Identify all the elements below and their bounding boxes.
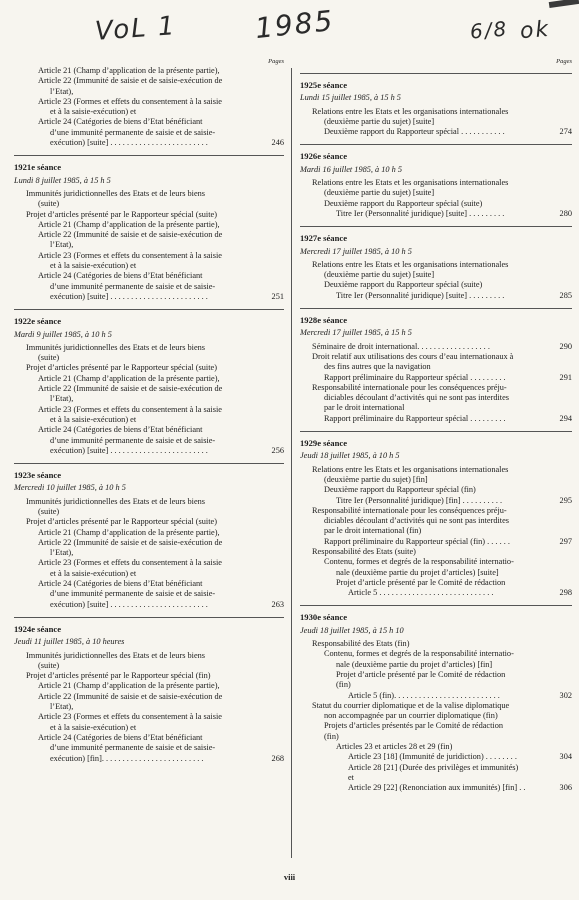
toc-line: [300, 352, 572, 362]
entry-text: Article 22 (Immunité de saisie et de saisie-exécution de: [38, 230, 223, 240]
toc-line: [14, 76, 284, 86]
entry-text: Deuxième rapport du Rapporteur spécial (suite): [324, 198, 483, 208]
entry-text: (suite): [38, 353, 60, 363]
entry-text: Immunités juridictionnelles des Etats et de leurs biens: [26, 188, 206, 198]
entry-text: Projet d’articles présenté par le Rapporteur spécial (suite): [26, 363, 217, 373]
toc-line: [300, 701, 572, 711]
toc-line: [300, 691, 572, 701]
entry-text: Article 22 (Immunité de saisie et de saisie-exécution de: [38, 691, 223, 701]
toc-line: [14, 415, 284, 425]
entry-text: Relations entre les Etats et les organisations internationales: [312, 259, 509, 269]
entry-text: (suite): [38, 199, 60, 209]
entry-text: nale (deuxième partie du projet d’articles) [fin]: [336, 659, 493, 669]
toc-line: [14, 374, 284, 384]
entry-text: Article 23 (Formes et effets du consentement à la saisie: [38, 96, 222, 106]
entry-text: Jeudi 11 juillet 1985, à 10 heures: [14, 637, 125, 647]
entry-text: Article 23 (Formes et effets du consentement à la saisie: [38, 558, 222, 568]
toc-line: [300, 414, 572, 424]
toc-line: [14, 579, 284, 589]
toc-line: [300, 649, 572, 659]
toc-line: [14, 261, 284, 271]
entry-text: Titre Ier (Personnalité juridique) [suite] . . . . . . . . .: [336, 290, 505, 300]
toc-line: [14, 282, 284, 292]
column-divider: [291, 68, 292, 858]
entry-text: et à la saisie-exécution) et: [50, 261, 137, 271]
session-date: [300, 451, 572, 461]
toc-line: [300, 639, 572, 649]
entry-text: Mercredi 10 juillet 1985, à 10 h 5: [14, 483, 126, 493]
toc-line: [14, 292, 284, 302]
toc-line: [14, 507, 284, 517]
entry-text: Article 24 (Catégories de biens d’Etat bénéficiant: [38, 579, 203, 589]
toc-line: [14, 394, 284, 404]
entry-text: exécution) [suite] . . . . . . . . . . . . . . . . . . . . . . . .: [50, 445, 208, 455]
entry-text: (suite): [38, 660, 60, 670]
toc-line: [14, 528, 284, 538]
entry-text: Article 21 (Champ d’application de la présente partie),: [38, 681, 220, 691]
page-ref: 297: [557, 537, 572, 547]
entry-text: Article 24 (Catégories de biens d’Etat bénéficiant: [38, 425, 203, 435]
entry-text: Mercredi 17 juillet 1985, à 15 h 5: [300, 328, 412, 338]
section-rule: [14, 309, 284, 310]
toc-line: [300, 516, 572, 526]
pages-heading-right: Pages: [556, 58, 572, 65]
entry-text: non accompagnée par un courrier diplomatique (fin): [324, 711, 498, 721]
entry-text: Article 23 (Formes et effets du consentement à la saisie: [38, 712, 222, 722]
entry-text: Projet d’articles présenté par le Rapporteur spécial (suite): [26, 209, 217, 219]
page-ref: 268: [269, 754, 284, 764]
entry-text: Mardi 16 juillet 1985, à 10 h 5: [300, 164, 403, 174]
entry-text: l’Etat),: [50, 548, 74, 558]
entry-text: diciables découlant d’activités qui ne sont pas interdites: [324, 516, 510, 526]
toc-line: [300, 291, 572, 301]
entry-text: l’Etat),: [50, 240, 74, 250]
entry-text: Responsabilité internationale pour les conséquences préju-: [312, 382, 507, 392]
page-ref: 298: [557, 588, 572, 598]
toc-line: [300, 588, 572, 598]
toc-line: [14, 87, 284, 97]
entry-text: diciables découlant d’activités qui ne sont pas interdites: [324, 393, 510, 403]
toc-line: [14, 743, 284, 753]
toc-line: [14, 702, 284, 712]
session-date: [300, 626, 572, 636]
entry-text: Article 23 [18] (Immunité de juridiction) . . . . . . . .: [348, 752, 517, 762]
page-ref: 302: [557, 691, 572, 701]
entry-text: Article 24 (Catégories de biens d’Etat bénéficiant: [38, 271, 203, 281]
scan-artifact: [549, 0, 579, 8]
toc-line: [14, 671, 284, 681]
entry-text: et à la saisie-exécution) et: [50, 414, 137, 424]
right-entries: [300, 73, 572, 794]
toc-line: [300, 280, 572, 290]
entry-text: 1924e séance: [14, 623, 62, 634]
page-ref: 256: [269, 446, 284, 456]
entry-text: Article 21 (Champ d’application de la présente partie),: [38, 527, 220, 537]
toc-line: [300, 342, 572, 352]
session-date: [14, 637, 284, 647]
toc-line: [14, 230, 284, 240]
session-heading: [300, 612, 572, 622]
page-ref: 294: [557, 414, 572, 424]
entry-text: Droit relatif aux utilisations des cours d’eau internationaux à: [312, 351, 514, 361]
toc-line: [14, 651, 284, 661]
toc-line: [14, 558, 284, 568]
toc-line: [300, 547, 572, 557]
entry-text: Immunités juridictionnelles des Etats et de leurs biens: [26, 342, 206, 352]
pages-heading-left: Pages: [268, 58, 284, 65]
toc-line: [300, 362, 572, 372]
toc-line: [14, 497, 284, 507]
toc-line: [14, 538, 284, 548]
entry-text: 1925e séance: [300, 80, 348, 90]
toc-line: [300, 403, 572, 413]
entry-text: Séminaire de droit international. . . . . . . . . . . . . . . . . .: [312, 341, 490, 351]
entry-text: Contenu, formes et degrés de la responsabilité internatio-: [324, 557, 514, 567]
toc-line: [300, 557, 572, 567]
entry-text: Rapport préliminaire du Rapporteur spécial (fin) . . . . . .: [324, 536, 510, 546]
entry-text: Projets d’articles présentés par le Comité de rédaction: [324, 721, 504, 731]
page-ref: 274: [557, 127, 572, 137]
entry-text: Projet d’article présenté par le Comité de rédaction: [336, 577, 506, 587]
entry-text: des fins autres que la navigation: [324, 362, 431, 372]
entry-text: Deuxième rapport du Rapporteur spécial (fin): [324, 485, 476, 495]
toc-line: [14, 220, 284, 230]
session-date: [14, 483, 284, 493]
toc-line: [300, 188, 572, 198]
toc-line: [14, 240, 284, 250]
entry-text: Article 5 . . . . . . . . . . . . . . . . . . . . . . . . . . . .: [348, 588, 494, 598]
entry-text: Relations entre les Etats et les organisations internationales: [312, 106, 509, 116]
page-ref: 306: [557, 783, 572, 793]
entry-text: Projet d’article présenté par le Comité de rédaction: [336, 669, 506, 679]
entry-text: (fin): [324, 731, 339, 741]
entry-text: et à la saisie-exécution) et: [50, 722, 137, 732]
session-heading: [14, 470, 284, 480]
session-date: [14, 176, 284, 186]
page-number: viii: [283, 872, 296, 882]
entry-text: (deuxième partie du sujet) [fin]: [324, 474, 428, 484]
toc-line: [14, 600, 284, 610]
entry-text: Article 24 (Catégories de biens d’Etat bénéficiant: [38, 117, 203, 127]
entry-text: exécution) [fin]. . . . . . . . . . . . . . . . . . . . . . . . .: [50, 753, 204, 763]
left-entries: [14, 66, 284, 764]
toc-line: [14, 189, 284, 199]
toc-line: [14, 363, 284, 373]
entry-text: Article 21 (Champ d’application de la présente partie),: [38, 373, 220, 383]
toc-line: [300, 475, 572, 485]
entry-text: Jeudi 18 juillet 1985, à 15 h 10: [300, 625, 404, 635]
toc-line: [300, 107, 572, 117]
right-column: [300, 58, 572, 794]
page-ref: 290: [557, 342, 572, 352]
toc-line: [300, 270, 572, 280]
toc-line: [300, 783, 572, 793]
page-ref: 263: [269, 600, 284, 610]
entry-text: Statut du courrier diplomatique et de la valise diplomatique: [312, 700, 510, 710]
entry-text: d’une immunité permanente de saisie et de saisie-: [50, 435, 216, 445]
toc-line: [14, 199, 284, 209]
entry-text: Responsabilité internationale pour les conséquences préju-: [312, 505, 507, 515]
section-rule: [14, 155, 284, 156]
entry-text: 1929e séance: [300, 438, 348, 449]
section-rule: [300, 308, 572, 309]
toc-line: [14, 405, 284, 415]
entry-text: Titre Ier (Personnalité juridique) [suite] . . . . . . . . .: [336, 208, 505, 218]
toc-line: [300, 526, 572, 536]
toc-line: [300, 711, 572, 721]
entry-text: Rapport préliminaire du Rapporteur spécial . . . . . . . . .: [324, 372, 506, 382]
entry-text: exécution) [suite] . . . . . . . . . . . . . . . . . . . . . . . .: [50, 138, 208, 148]
toc-line: [14, 66, 284, 76]
toc-line: [14, 569, 284, 579]
entry-text: (deuxième partie du sujet) [suite]: [324, 116, 435, 126]
toc-line: [300, 383, 572, 393]
entry-text: et à la saisie-exécution) et: [50, 568, 137, 578]
entry-text: 1930e séance: [300, 612, 348, 623]
page-ref: 251: [269, 292, 284, 302]
entry-text: Relations entre les Etats et les organisations internationales: [312, 464, 509, 474]
page-ref: 280: [557, 209, 572, 219]
entry-text: d’une immunité permanente de saisie et de saisie-: [50, 743, 216, 753]
entry-text: et à la saisie-exécution) et: [50, 107, 137, 117]
toc-line: [300, 209, 572, 219]
toc-line: [14, 733, 284, 743]
entry-text: Article 21 (Champ d’application de la présente partie),: [38, 66, 220, 75]
toc-line: [14, 343, 284, 353]
toc-line: [300, 465, 572, 475]
entry-text: exécution) [suite] . . . . . . . . . . . . . . . . . . . . . . . .: [50, 291, 208, 301]
entry-text: Projet d’articles présenté par le Rapporteur spécial (fin): [26, 671, 211, 681]
entry-text: Jeudi 18 juillet 1985, à 10 h 5: [300, 451, 400, 461]
toc-line: [14, 589, 284, 599]
entry-text: Article 29 [22] (Renonciation aux immunités) [fin] . .: [348, 783, 526, 793]
entry-text: nale (deuxième partie du projet d’articles) [suite]: [336, 567, 499, 577]
handwritten-fraction: 6/8: [469, 16, 510, 44]
toc-line: [14, 712, 284, 722]
entry-text: l’Etat),: [50, 86, 74, 96]
toc-line: [300, 752, 572, 762]
toc-line: [300, 721, 572, 731]
entry-text: et: [348, 772, 354, 782]
entry-text: Responsabilité des Etats (fin): [312, 639, 410, 649]
toc-line: [300, 537, 572, 547]
section-rule: [14, 463, 284, 464]
toc-line: [14, 681, 284, 691]
toc-line: [300, 117, 572, 127]
entry-text: exécution) [suite] . . . . . . . . . . . . . . . . . . . . . . . .: [50, 599, 208, 609]
toc-line: [300, 660, 572, 670]
toc-line: [14, 384, 284, 394]
toc-line: [14, 425, 284, 435]
handwritten-year: 1985: [253, 3, 336, 46]
session-heading: [300, 151, 572, 161]
entry-text: d’une immunité permanente de saisie et de saisie-: [50, 589, 216, 599]
section-rule: [300, 144, 572, 145]
entry-text: (deuxième partie du sujet) [suite]: [324, 270, 435, 280]
entry-text: Deuxième rapport du Rapporteur spécial (suite): [324, 280, 483, 290]
entry-text: Immunités juridictionnelles des Etats et de leurs biens: [26, 650, 206, 660]
page-ref: 291: [557, 373, 572, 383]
entry-text: Article 5 (fin). . . . . . . . . . . . . . . . . . . . . . . . . .: [348, 690, 500, 700]
left-column: [14, 58, 284, 764]
toc-line: [14, 692, 284, 702]
entry-text: d’une immunité permanente de saisie et de saisie-: [50, 127, 216, 137]
entry-text: Relations entre les Etats et les organisations internationales: [312, 178, 509, 188]
session-heading: [14, 624, 284, 634]
session-heading: [300, 80, 572, 90]
session-date: [300, 93, 572, 103]
entry-text: 1921e séance: [14, 162, 62, 173]
page-ref: 285: [557, 291, 572, 301]
entry-text: Responsabilité des Etats (suite): [312, 546, 416, 556]
entry-text: 1922e séance: [14, 316, 62, 327]
section-rule: [300, 431, 572, 432]
entry-text: Deuxième rapport du Rapporteur spécial . . . . . . . . . . .: [324, 127, 505, 137]
entry-text: 1923e séance: [14, 470, 62, 481]
session-heading: [14, 162, 284, 172]
entry-text: par le droit international: [324, 403, 405, 413]
toc-line: [14, 446, 284, 456]
entry-text: (deuxième partie du sujet) [suite]: [324, 188, 435, 198]
toc-line: [14, 723, 284, 733]
entry-text: Article 21 (Champ d’application de la présente partie),: [38, 219, 220, 229]
toc-line: [300, 568, 572, 578]
toc-line: [300, 127, 572, 137]
entry-text: Article 22 (Immunité de saisie et de saisie-exécution de: [38, 384, 223, 394]
entry-text: Mercredi 17 juillet 1985, à 10 h 5: [300, 246, 412, 256]
toc-line: [300, 680, 572, 690]
toc-line: [14, 754, 284, 764]
toc-line: [300, 742, 572, 752]
session-heading: [300, 438, 572, 448]
toc-line: [300, 485, 572, 495]
entry-text: Article 23 (Formes et effets du consentement à la saisie: [38, 404, 222, 414]
toc-line: [14, 271, 284, 281]
toc-line: [300, 496, 572, 506]
entry-text: 1926e séance: [300, 151, 348, 162]
toc-line: [300, 578, 572, 588]
session-date: [14, 330, 284, 340]
entry-text: Rapport préliminaire du Rapporteur spécial . . . . . . . . .: [324, 413, 506, 423]
entry-text: Contenu, formes et degrés de la responsabilité internatio-: [324, 649, 514, 659]
toc-line: [14, 210, 284, 220]
entry-text: Titre Ier (Personnalité juridique) [fin] . . . . . . . . . .: [336, 495, 503, 505]
entry-text: Article 28 [21] (Durée des privilèges et immunités): [348, 762, 519, 772]
session-date: [300, 165, 572, 175]
toc-line: [300, 393, 572, 403]
session-heading: [300, 315, 572, 325]
entry-text: Lundi 15 juillet 1985, à 15 h 5: [300, 93, 401, 103]
handwritten-volume: VoL 1: [94, 11, 178, 47]
section-rule: [14, 617, 284, 618]
entry-text: par le droit international (fin): [324, 526, 422, 536]
toc-line: [300, 763, 572, 773]
section-rule: [300, 73, 572, 74]
session-heading: [300, 233, 572, 243]
entry-text: 1927e séance: [300, 233, 348, 244]
handwritten-ok: ok: [518, 16, 552, 45]
entry-text: l’Etat),: [50, 702, 74, 712]
entry-text: Articles 23 et articles 28 et 29 (fin): [336, 742, 453, 752]
entry-text: Article 23 (Formes et effets du consentement à la saisie: [38, 250, 222, 260]
page-ref: 295: [557, 496, 572, 506]
toc-line: [14, 97, 284, 107]
entry-text: d’une immunité permanente de saisie et de saisie-: [50, 281, 216, 291]
page-ref: 246: [269, 138, 284, 148]
section-rule: [300, 226, 572, 227]
session-heading: [14, 316, 284, 326]
entry-text: Article 24 (Catégories de biens d’Etat bénéficiant: [38, 732, 203, 742]
toc-line: [300, 373, 572, 383]
session-date: [300, 247, 572, 257]
toc-line: [300, 773, 572, 783]
section-rule: [300, 605, 572, 606]
toc-line: [14, 128, 284, 138]
entry-text: l’Etat),: [50, 394, 74, 404]
entry-text: Article 22 (Immunité de saisie et de saisie-exécution de: [38, 537, 223, 547]
entry-text: (suite): [38, 506, 60, 516]
toc-line: [14, 436, 284, 446]
toc-line: [300, 260, 572, 270]
toc-line: [300, 732, 572, 742]
entry-text: (fin): [336, 680, 351, 690]
toc-line: [14, 251, 284, 261]
toc-line: [14, 661, 284, 671]
toc-line: [14, 353, 284, 363]
entry-text: Projet d’articles présenté par le Rapporteur spécial (suite): [26, 517, 217, 527]
toc-line: [14, 517, 284, 527]
toc-line: [300, 506, 572, 516]
entry-text: Lundi 8 juillet 1985, à 15 h 5: [14, 175, 111, 185]
toc-line: [300, 670, 572, 680]
toc-line: [14, 117, 284, 127]
entry-text: Mardi 9 juillet 1985, à 10 h 5: [14, 329, 112, 339]
session-date: [300, 328, 572, 338]
toc-line: [14, 138, 284, 148]
page-ref: 304: [557, 752, 572, 762]
entry-text: Immunités juridictionnelles des Etats et de leurs biens: [26, 496, 206, 506]
entry-text: 1928e séance: [300, 315, 348, 326]
toc-line: [14, 107, 284, 117]
toc-line: [14, 548, 284, 558]
toc-line: [300, 178, 572, 188]
toc-line: [300, 199, 572, 209]
entry-text: Article 22 (Immunité de saisie et de saisie-exécution de: [38, 76, 223, 86]
